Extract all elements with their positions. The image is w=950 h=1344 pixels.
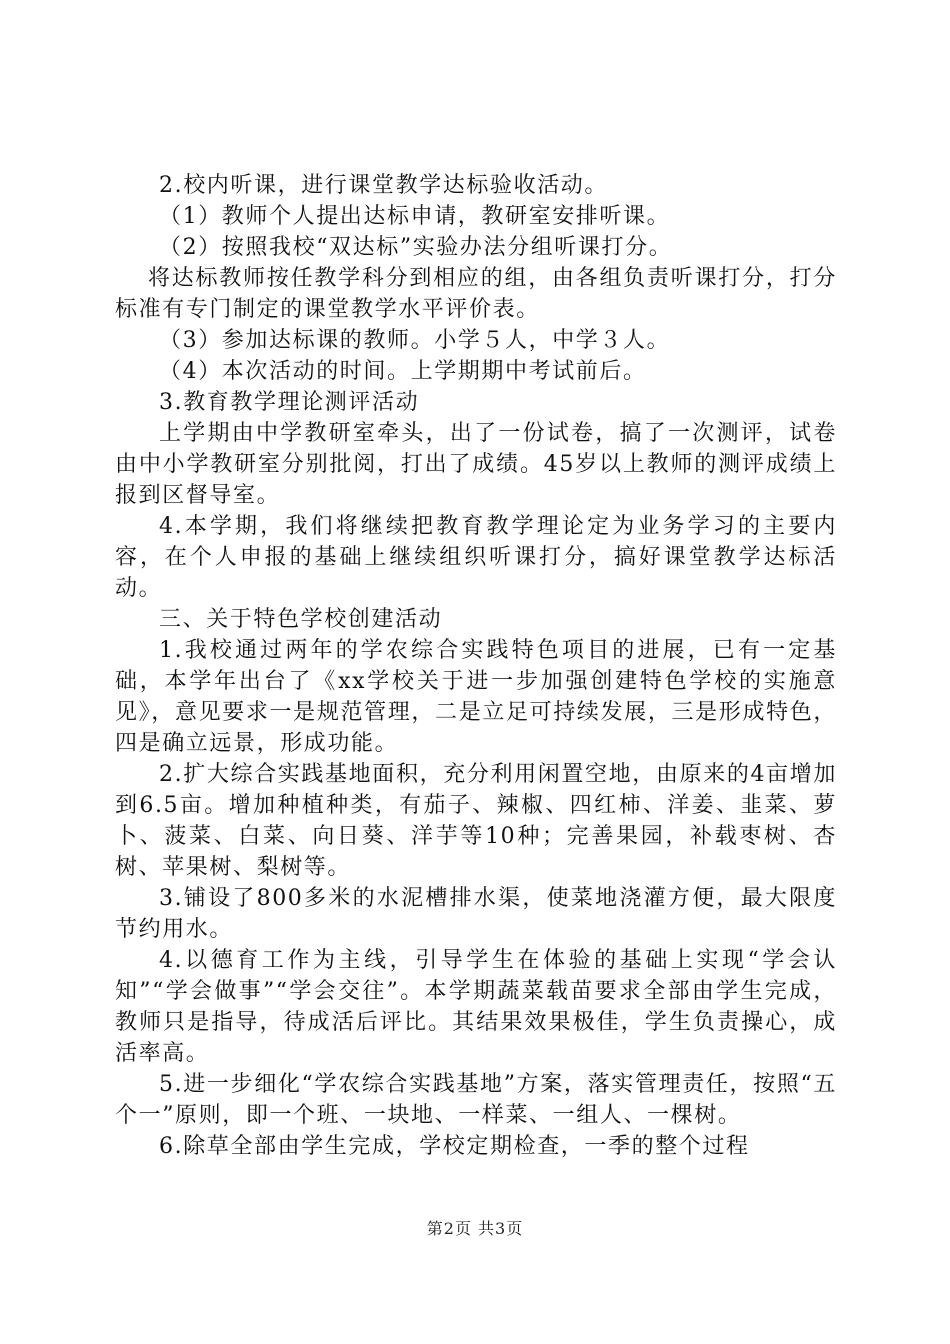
paragraph: 3.铺设了800多米的水泥槽排水渠，使菜地浇灌方便，最大限度节约用水。 (115, 886, 837, 942)
page-number-footer: 第2页 共3页 (426, 1219, 524, 1238)
paragraph: 上学期由中学教研室牵头，出了一份试卷，搞了一次测评，试卷由中小学教研室分别批阅，打出了成绩。45岁以上教师的测评成绩上报到区督导室。 (115, 421, 837, 508)
paragraph: （4）本次活动的时间。上学期期中考试前后。 (159, 359, 647, 384)
paragraph: （2）按照我校“双达标”实验办法分组听课打分。 (159, 235, 673, 260)
paragraph: 1.我校通过两年的学农综合实践特色项目的进展，已有一定基础，本学年出台了《xx学校关于进一步加强创建特色学校的实施意见》，意见要求一是规范管理，二是立足可持续发展，三是形成特色，四是确立远景，形成功能。 (115, 638, 837, 756)
document-body (115, 170, 837, 1162)
paragraph: 2.校内听课，进行课堂教学达标验收活动。 (159, 173, 608, 198)
paragraph: 2.扩大综合实践基地面积，充分利用闲置空地，由原来的4亩增加到6.5亩。增加种植种类，有茄子、辣椒、四红柿、洋姜、韭菜、萝卜、菠菜、白菜、向日葵、洋芋等10种；完善果园，补载枣树、杏树、苹果树、梨树等。 (115, 762, 837, 880)
paragraph: （1）教师个人提出达标申请，教研室安排听课。 (159, 204, 671, 229)
section-heading: 3.教育教学理论测评活动 (159, 390, 420, 415)
paragraph: 将达标教师按任教学科分到相应的组，由各组负责听课打分，打分标准有专门制定的课堂教学水平评价表。 (115, 266, 837, 322)
paragraph: （3）参加达标课的教师。小学５人，中学３人。 (159, 328, 671, 353)
paragraph: 5.进一步细化“学农综合实践基地”方案，落实管理责任，按照“五个一”原则，即一个班、一块地、一样菜、一组人、一棵树。 (115, 1072, 837, 1128)
paragraph: 6.除草全部由学生完成，学校定期检查，一季的整个过程 (159, 1134, 750, 1159)
paragraph: 4.以德育工作为主线，引导学生在体验的基础上实现“学会认知”“学会做事”“学会交往”。本学期蔬菜载苗要求全部由学生完成，教师只是指导，待成活后评比。其结果效果极佳，学生负责操心，成活率高。 (115, 948, 837, 1066)
paragraph: 4.本学期，我们将继续把教育教学理论定为业务学习的主要内容，在个人申报的基础上继续组织听课打分，搞好课堂教学达标活动。 (115, 514, 837, 601)
section-heading: 三、关于特色学校创建活动 (159, 607, 443, 632)
